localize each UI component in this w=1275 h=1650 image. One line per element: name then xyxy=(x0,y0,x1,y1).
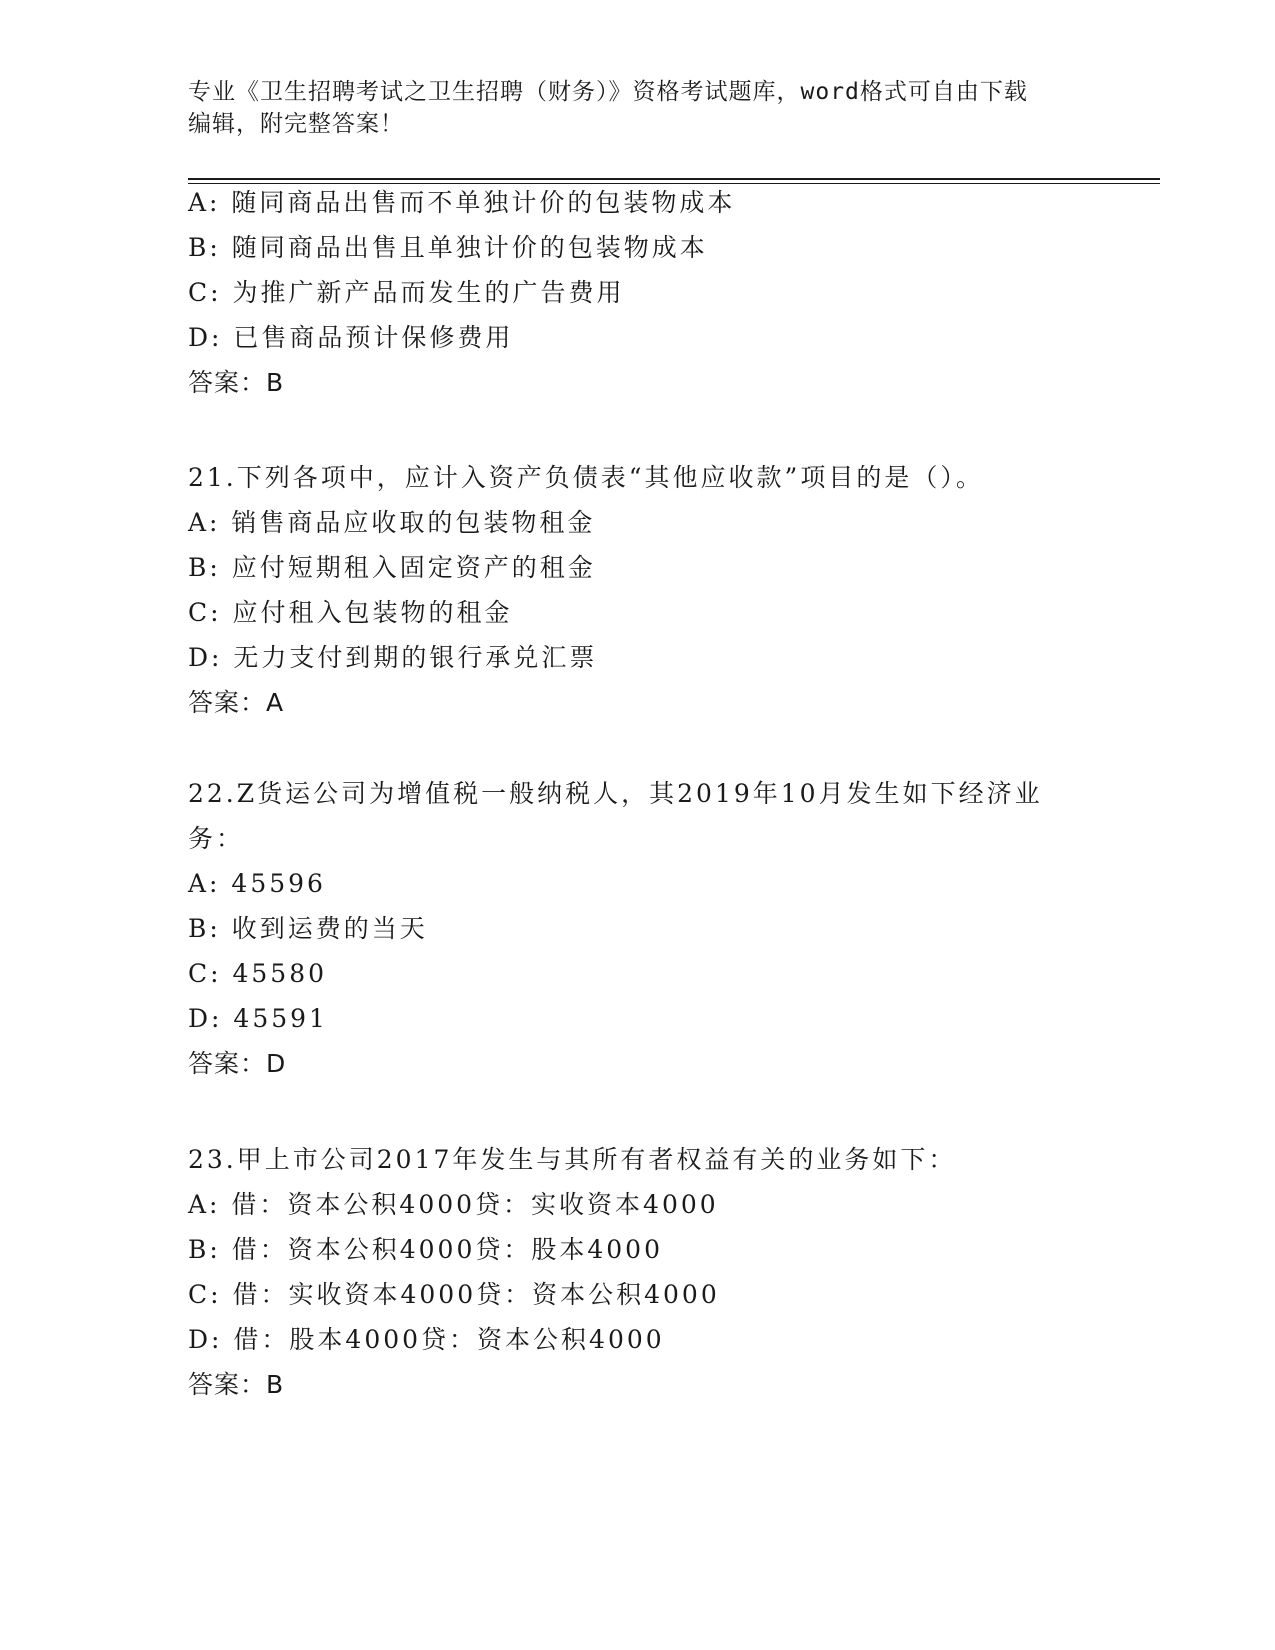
q23-option-d: D: 借：股本4000贷：资本公积4000 xyxy=(188,1325,665,1354)
header-divider-thick xyxy=(188,178,1160,180)
q23-answer: 答案：B xyxy=(188,1370,285,1399)
q22-answer: 答案：D xyxy=(188,1049,287,1078)
document-header xyxy=(188,76,1088,140)
q21-option-a: A: 销售商品应收取的包装物租金 xyxy=(188,508,596,537)
q21-option-c: C: 应付租入包装物的租金 xyxy=(188,598,513,627)
header-line-1: 专业《卫生招聘考试之卫生招聘（财务）》资格考试题库，word格式可自由下载 xyxy=(188,79,1028,105)
q23-option-c: C: 借：实收资本4000贷：资本公积4000 xyxy=(188,1280,720,1309)
q22-question-line-1: 22.Z货运公司为增值税一般纳税人，其2019年10月发生如下经济业 xyxy=(188,779,1043,808)
q23-option-b: B: 借：资本公积4000贷：股本4000 xyxy=(188,1235,663,1264)
prev-option-b: B: 随同商品出售且单独计价的包装物成本 xyxy=(188,233,708,262)
q21-answer: 答案：A xyxy=(188,688,285,717)
q23-question: 23.甲上市公司2017年发生与其所有者权益有关的业务如下： xyxy=(188,1145,957,1174)
header-line-2: 编辑，附完整答案！ xyxy=(188,111,404,137)
q22-option-a: A: 45596 xyxy=(188,869,326,898)
prev-option-a: A: 随同商品出售而不单独计价的包装物成本 xyxy=(188,188,736,217)
q21-option-b: B: 应付短期租入固定资产的租金 xyxy=(188,553,596,582)
prev-answer: 答案：B xyxy=(188,368,285,397)
q22-option-b: B: 收到运费的当天 xyxy=(188,914,428,943)
q22-question-line-2: 务： xyxy=(188,824,245,853)
q22-option-c: C: 45580 xyxy=(188,959,328,988)
header-divider-thin xyxy=(188,183,1160,184)
prev-option-c: C: 为推广新产品而发生的广告费用 xyxy=(188,278,625,307)
q23-option-a: A: 借：资本公积4000贷：实收资本4000 xyxy=(188,1190,719,1219)
prev-option-d: D: 已售商品预计保修费用 xyxy=(188,323,514,352)
q21-option-d: D: 无力支付到期的银行承兑汇票 xyxy=(188,643,598,672)
q21-question: 21.下列各项中，应计入资产负债表“其他应收款”项目的是（）。 xyxy=(188,463,984,492)
q22-option-d: D: 45591 xyxy=(188,1004,328,1033)
